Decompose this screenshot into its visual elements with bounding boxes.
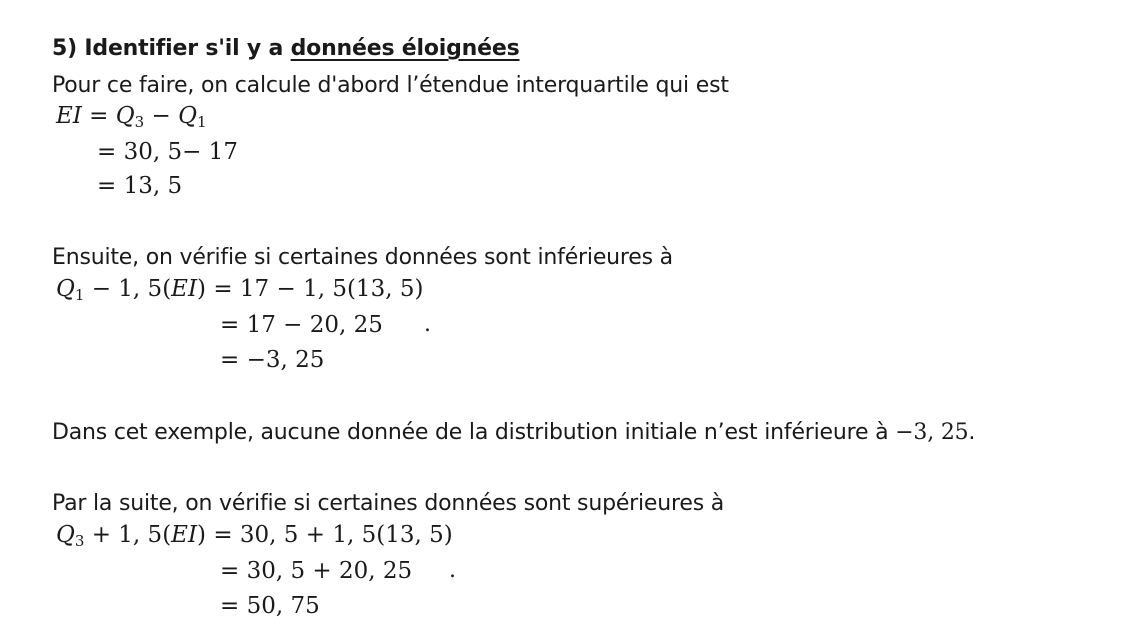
ei-eq: = <box>81 103 116 129</box>
lower-ei: EI <box>171 276 198 302</box>
lower-conclusion-text: Dans cet exemple, aucune donnée de la distribution initiale n’est inférieure à <box>52 420 896 445</box>
ei-formula-line2: = 30, 5− 17 <box>97 139 238 165</box>
upper-formula-line3: = 50, 75 <box>220 593 320 619</box>
lower-formula-line1 <box>56 276 423 304</box>
lower-formula-line3: = −3, 25 <box>220 347 325 373</box>
lower-rhs1: ) = 17 − 1, 5(13, 5) <box>197 276 424 302</box>
lower-q: Q <box>56 276 75 302</box>
heading-underlined: données éloignées <box>290 36 520 61</box>
upper-q: Q <box>56 522 75 548</box>
lower-op: − 1, 5( <box>84 276 172 302</box>
ei-var: EI <box>56 103 82 129</box>
ei-q1-sub: 1 <box>196 113 207 131</box>
upper-q-sub: 3 <box>74 532 85 550</box>
upper-formula-line1 <box>56 522 453 550</box>
lower-conclusion <box>52 420 975 445</box>
ei-formula-line3: = 13, 5 <box>97 173 183 199</box>
lower-conclusion-value: −3, 25 <box>895 420 969 445</box>
upper-op: + 1, 5( <box>84 522 172 548</box>
lower-dot: . <box>424 312 431 337</box>
lower-q-sub: 1 <box>74 286 85 304</box>
ei-q3-sub: 3 <box>134 113 145 131</box>
ei-q1: Q <box>178 103 197 129</box>
upper-ei: EI <box>171 522 198 548</box>
upper-rhs1: ) = 30, 5 + 1, 5(13, 5) <box>197 522 453 548</box>
upper-dot: . <box>449 558 456 583</box>
lower-conclusion-end: . <box>968 420 976 445</box>
heading-prefix: 5) Identifier s'il y a <box>52 36 291 61</box>
lower-formula-line2: = 17 − 20, 25 <box>220 312 383 338</box>
intro-text: Pour ce faire, on calcule d'abord l’étendue interquartile qui est <box>52 73 729 98</box>
lower-intro-text: Ensuite, on vérifie si certaines données sont inférieures à <box>52 245 673 270</box>
ei-formula-line1 <box>56 103 207 131</box>
upper-formula-line2: = 30, 5 + 20, 25 <box>220 558 413 584</box>
section-heading <box>52 36 519 61</box>
upper-intro-text: Par la suite, on vérifie si certaines données sont supérieures à <box>52 491 725 516</box>
ei-q3: Q <box>115 103 135 129</box>
ei-minus: − <box>144 103 179 129</box>
